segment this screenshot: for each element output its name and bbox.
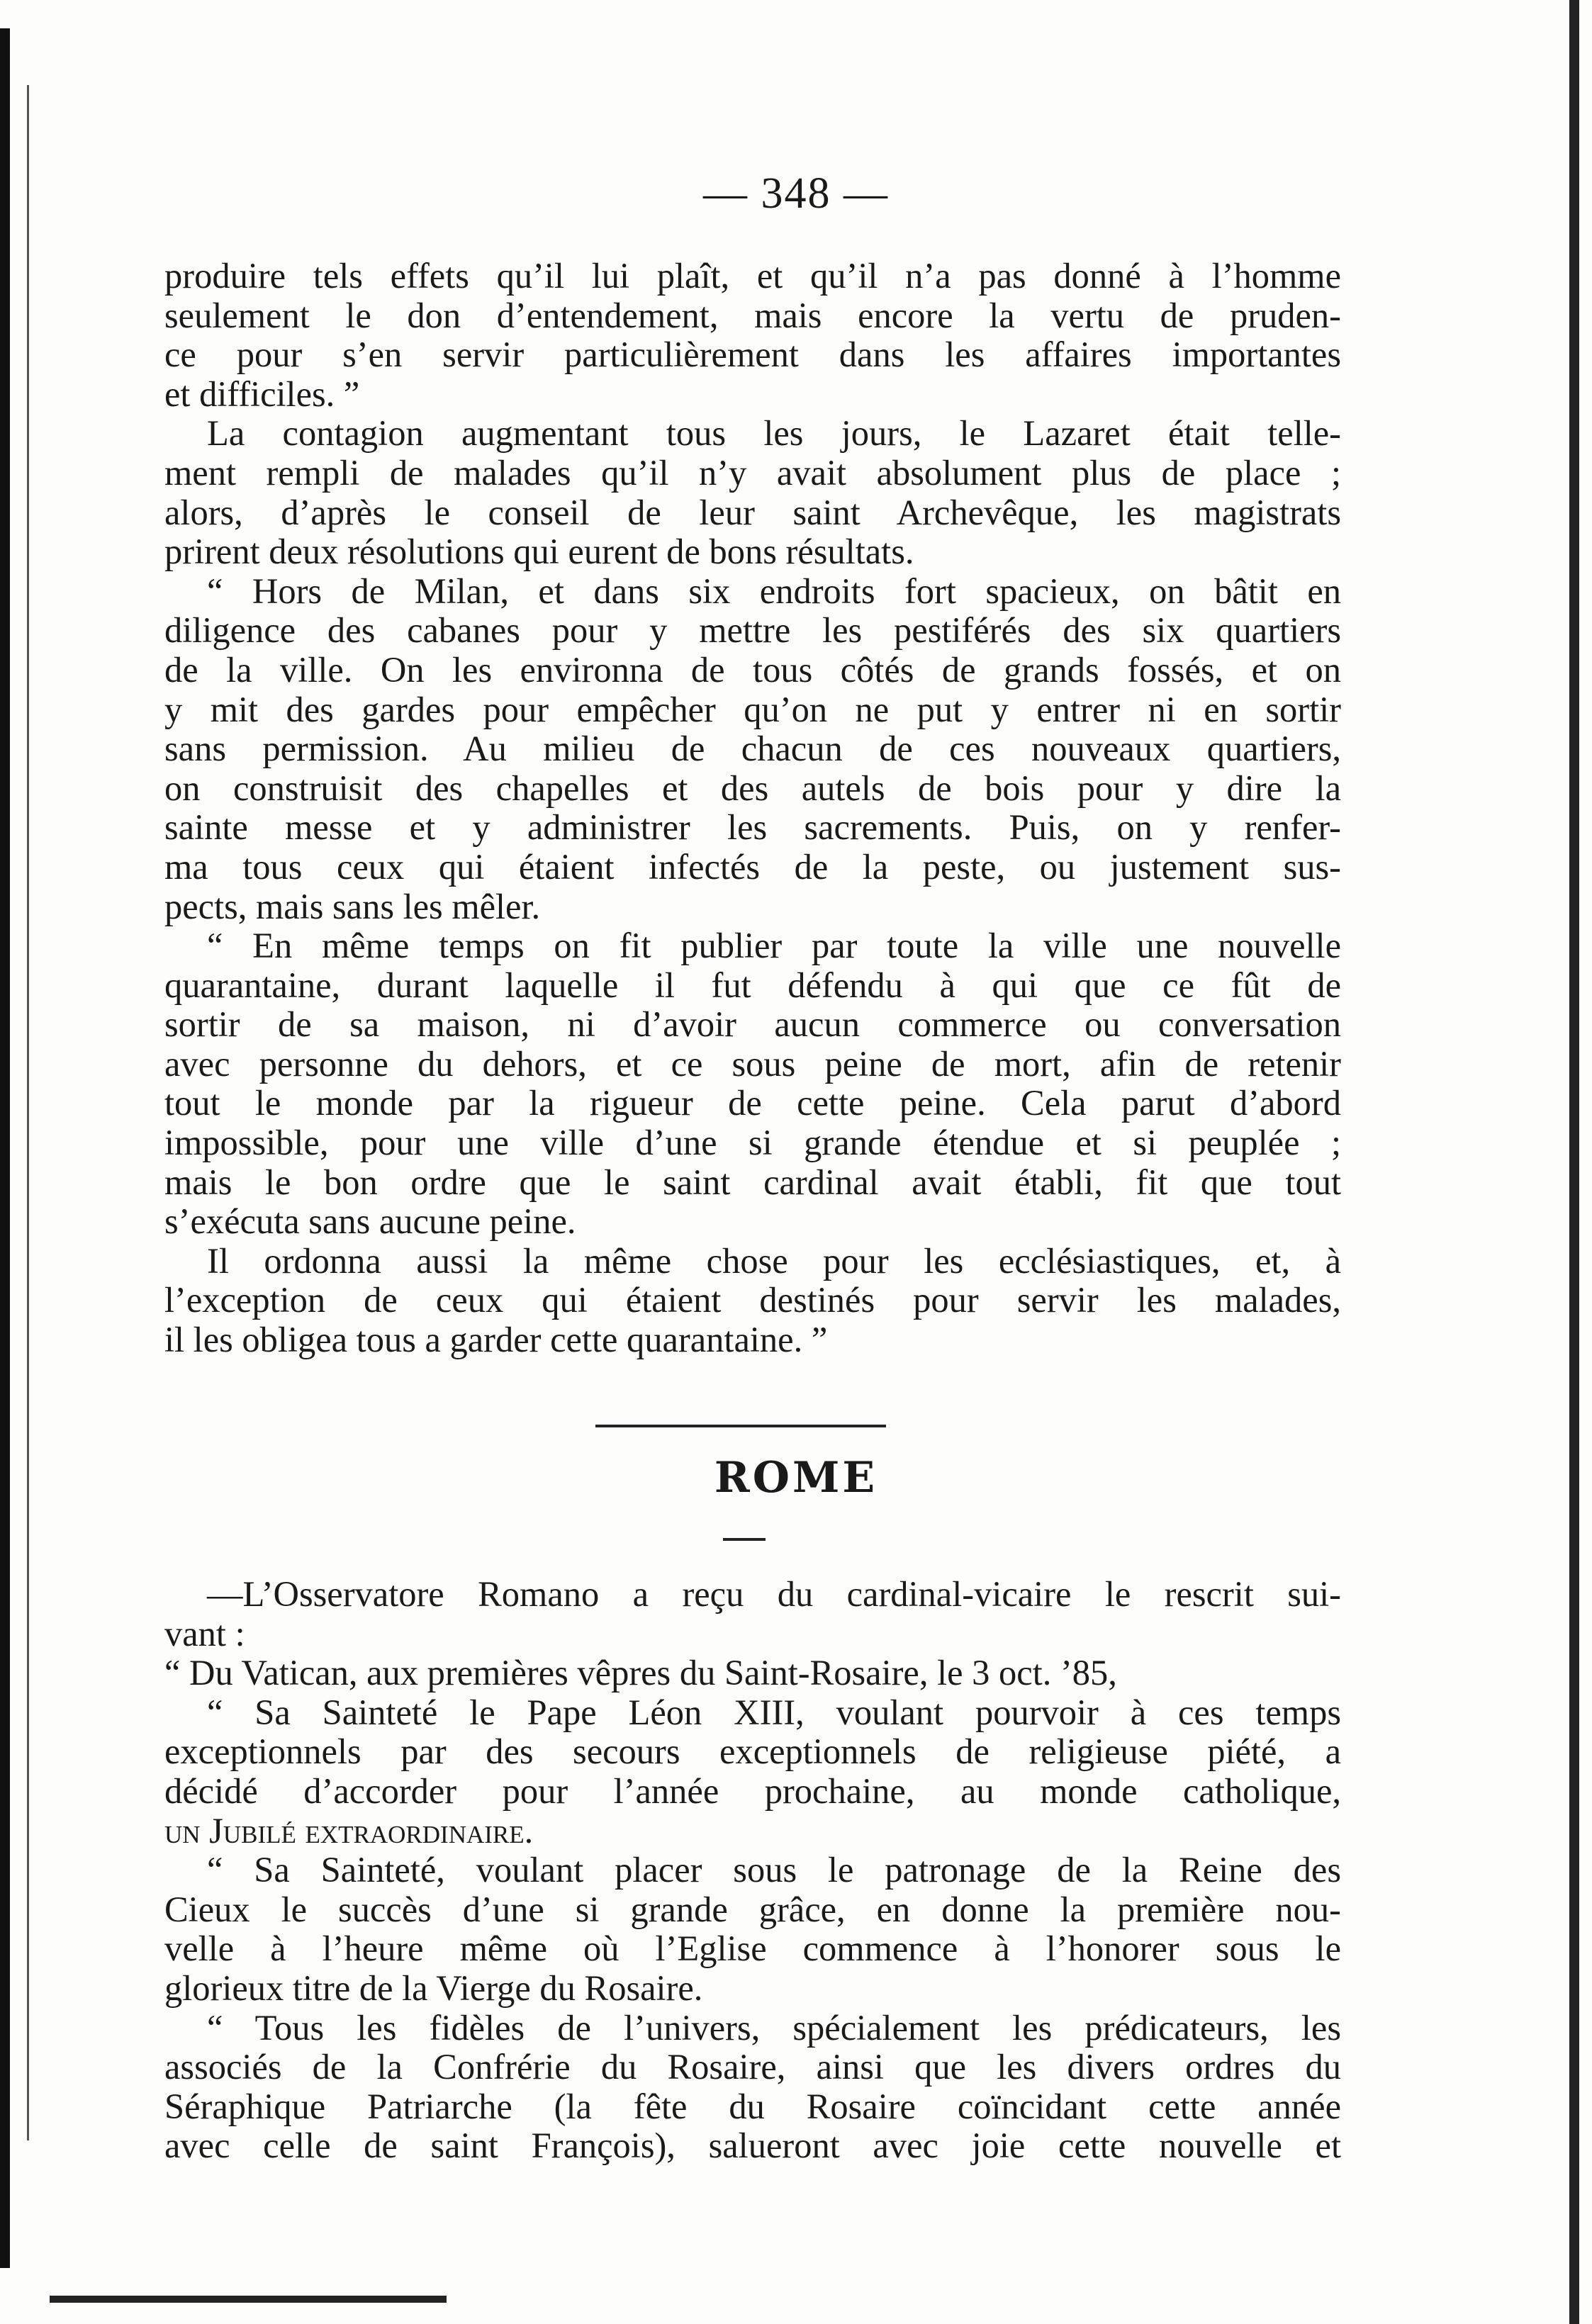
text-line: sans permission. Au milieu de chacun de ces nouveaux quartiers,	[164, 729, 1341, 769]
text-line: “ Hors de Milan, et dans six endroits fort spacieux, on bâtit en	[207, 571, 1341, 611]
text-line: “ En même temps on fit publier par toute la ville une nouvelle	[207, 926, 1341, 966]
text-line: tout le monde par la rigueur de cette peine. Cela parut d’abord	[164, 1083, 1341, 1123]
text-line: associés de la Confrérie du Rosaire, ainsi que les divers ordres du	[164, 2047, 1341, 2087]
text-line: Il ordonna aussi la même chose pour les ecclésiastiques, et, à	[207, 1240, 1341, 1281]
text-line: diligence des cabanes pour y mettre les pestiférés des six quartiers	[164, 610, 1341, 651]
margin-line-left	[27, 85, 29, 2140]
paragraph-contagion	[164, 414, 1341, 571]
paragraph-fideles	[164, 2009, 1341, 2166]
text-line: sainte messe et y administrer les sacrements. Puis, on y renfer-	[164, 807, 1341, 848]
section-heading: ROME	[714, 1453, 878, 1503]
text-line: ce pour s’en servir particulièrement dans les affaires importantes	[164, 335, 1341, 375]
text-line: un Jubilé extraordinaire.	[164, 1810, 534, 1851]
text-line: exceptionnels par des secours exceptionnels de religieuse piété, a	[164, 1731, 1341, 1772]
text-line: l’exception de ceux qui étaient destinés pour servir les malades,	[164, 1280, 1341, 1320]
text-line: “ Sa Sainteté le Pape Léon XIII, voulant pourvoir à ces temps	[207, 1692, 1341, 1732]
text-line: velle à l’heure même où l’Eglise commence à l’honorer sous le	[164, 1929, 1341, 1969]
text-line: y mit des gardes pour empêcher qu’on ne put y entrer ni en sortir	[164, 689, 1341, 729]
text-line: mais le bon ordre que le saint cardinal avait établi, fit que tout	[164, 1162, 1341, 1202]
text-line: on construisit des chapelles et des autels de bois pour y dire la	[164, 768, 1341, 808]
body-text-section-2	[164, 1575, 1341, 2166]
text-line: “ Tous les fidèles de l’univers, spécialement les prédicateurs, les	[207, 2007, 1341, 2048]
text-line: prirent deux résolutions qui eurent de bons résultats.	[164, 532, 914, 572]
paragraph-osservatore	[164, 1575, 1341, 1654]
text-line: et difficiles. ”	[164, 374, 360, 414]
paragraph-quote-end	[164, 257, 1341, 414]
text-line: produire tels effets qu’il lui plaît, et qu’il n’a pas donné à l’homme	[164, 256, 1341, 296]
text-line: alors, d’après le conseil de leur saint Archevêque, les magistrats	[164, 492, 1341, 532]
text-line: avec personne du dehors, et ce sous peine de mort, afin de retenir	[164, 1043, 1341, 1084]
section-divider	[595, 1425, 886, 1427]
text-line: seulement le don d’entendement, mais encore la vertu de pruden-	[164, 295, 1341, 335]
text-line: sortir de sa maison, ni d’avoir aucun commerce ou conversation	[164, 1004, 1341, 1045]
text-line: glorieux titre de la Vierge du Rosaire.	[164, 1967, 703, 2008]
text-line: ment rempli de malades qu’il n’y avait absolument plus de place ;	[164, 452, 1341, 493]
text-line: impossible, pour une ville d’une si grande étendue et si peuplée ;	[164, 1123, 1341, 1163]
text-line: pects, mais sans les mêler.	[164, 886, 541, 926]
page-edge-bottom	[50, 2296, 447, 2303]
paragraph-milan	[164, 572, 1341, 926]
text-line: avec celle de saint François), salueront avec joie cette nouvelle et	[164, 2126, 1341, 2166]
paragraph-reine-des-cieux	[164, 1851, 1341, 2008]
text-line: “ Du Vatican, aux premières vêpres du Saint-Rosaire, le 3 oct. ’85,	[164, 1653, 1117, 1693]
page-number: — 348 —	[703, 169, 889, 218]
text-line: de la ville. On les environna de tous côtés de grands fossés, et on	[164, 649, 1341, 690]
text-line: —L’Osservatore Romano a reçu du cardinal-vicaire le rescrit sui-	[207, 1574, 1341, 1614]
binding-shadow-left	[0, 28, 10, 2268]
body-text-section-1	[164, 257, 1341, 1360]
text-line: vant :	[164, 1613, 245, 1654]
paragraph-ecclesiastiques	[164, 1242, 1341, 1360]
text-line: Cieux le succès d’une si grande grâce, en donne la première nou-	[164, 1889, 1341, 1929]
heading-underline	[723, 1538, 766, 1541]
text-line: décidé d’accorder pour l’année prochaine, au monde catholique,	[164, 1770, 1341, 1811]
paragraph-leon-xiii	[164, 1693, 1341, 1851]
text-line: La contagion augmentant tous les jours, le Lazaret était telle-	[207, 413, 1341, 454]
text-line: s’exécuta sans aucune peine.	[164, 1201, 576, 1242]
paragraph-quarantaine	[164, 926, 1341, 1242]
text-line: ma tous ceux qui étaient infectés de la peste, ou justement sus-	[164, 846, 1341, 887]
text-line: Séraphique Patriarche (la fête du Rosaire coïncidant cette année	[164, 2086, 1341, 2126]
page-edge-right	[1569, 0, 1579, 2324]
text-line: il les obligea tous a garder cette quarantaine. ”	[164, 1320, 828, 1360]
text-line: quarantaine, durant laquelle il fut défendu à qui que ce fût de	[164, 965, 1341, 1005]
text-line: “ Sa Sainteté, voulant placer sous le patronage de la Reine des	[207, 1850, 1341, 1890]
paragraph-vatican	[164, 1654, 1341, 1693]
